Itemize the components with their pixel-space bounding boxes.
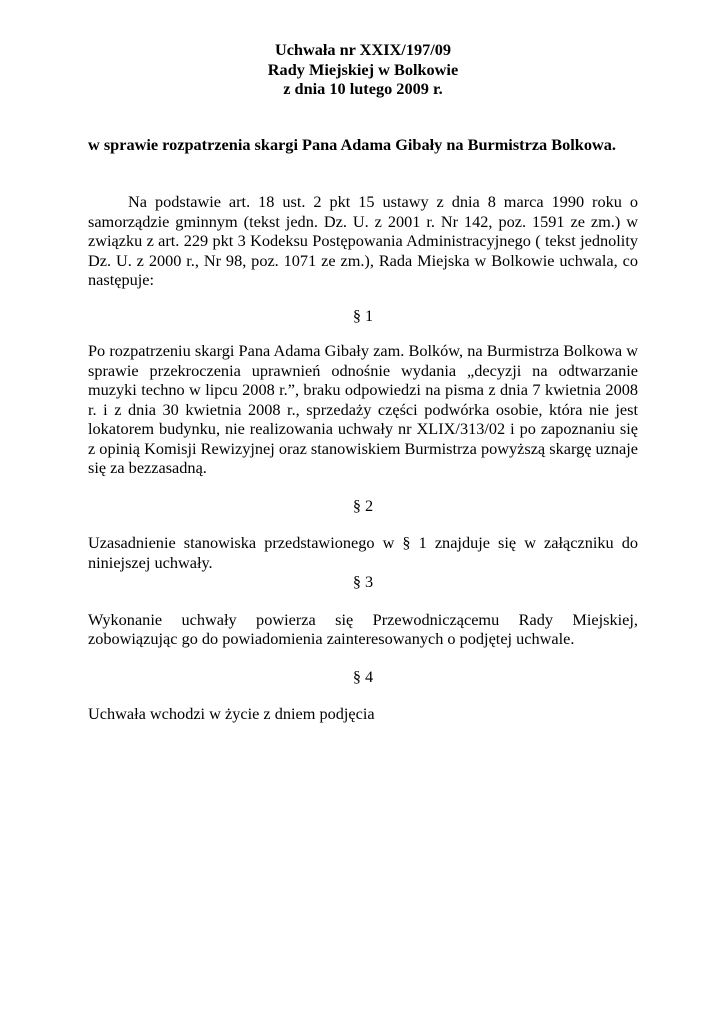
section-text-3: Wykonanie uchwały powierza się Przewodniczącemu Rady Miejskiej, zobowiązując go do powiadomienia zainteresowanych o podjętej uchwale. bbox=[88, 609, 638, 648]
section-sign-1: § 1 bbox=[352, 305, 374, 325]
document-header bbox=[88, 40, 638, 99]
resolution-subject: w sprawie rozpatrzenia skargi Pana Adama Gibały na Burmistrza Bolkowa. bbox=[88, 134, 616, 154]
resolution-date: z dnia 10 lutego 2009 r. bbox=[283, 79, 443, 98]
council-name: Rady Miejskiej w Bolkowie bbox=[267, 59, 459, 79]
section-text-1: Po rozpatrzeniu skargi Pana Adama Gibały zam. Bolków, na Burmistrza Bolkowa w sprawie przekroczenia uprawnień odnośnie wydania „decyzji na odtwarzanie muzyki techno w lipcu 2008 r.”, braku odpowiedzi na pisma z dnia 7 kwietnia 2008 r. i z dnia 30 kwietnia 2008 r., sprzedaży części podwórka osobie, która nie jest lokatorem budynku, nie realizowania uchwały nr XLIX/313/02 i po zapoznaniu się z opinią Komisji Rewizyjnej oraz stanowiskiem Burmistrza powyższą skargę uznaje się za bezzasadną. bbox=[88, 341, 638, 477]
legal-basis-preamble: Na podstawie art. 18 ust. 2 pkt 15 ustawy z dnia 8 marca 1990 roku o samorządzie gminnym (tekst jedn. Dz. U. z 2001 r. Nr 142, poz. 1591 ze zm.) w związku z art. 229 pkt 3 Kodeksu Postępowania Administracyjnego ( tekst jednolity Dz. U. z 2000 r., Nr 98, poz. 1071 ze zm.), Rada Miejska w Bolkowie uchwala, co następuje: bbox=[88, 192, 638, 289]
section-text-4: Uchwała wchodzi w życie z dniem podjęcia bbox=[88, 704, 375, 723]
resolution-number: Uchwała nr XXIX/197/09 bbox=[274, 40, 452, 59]
section-sign-4: § 4 bbox=[352, 666, 374, 686]
section-sign-2: § 2 bbox=[352, 495, 374, 515]
section-sign-3: § 3 bbox=[352, 572, 374, 591]
section-text-2: Uzasadnienie stanowiska przedstawionego w § 1 znajduje się w załączniku do niniejszej uchwały. bbox=[88, 533, 638, 572]
document-page bbox=[88, 40, 638, 724]
